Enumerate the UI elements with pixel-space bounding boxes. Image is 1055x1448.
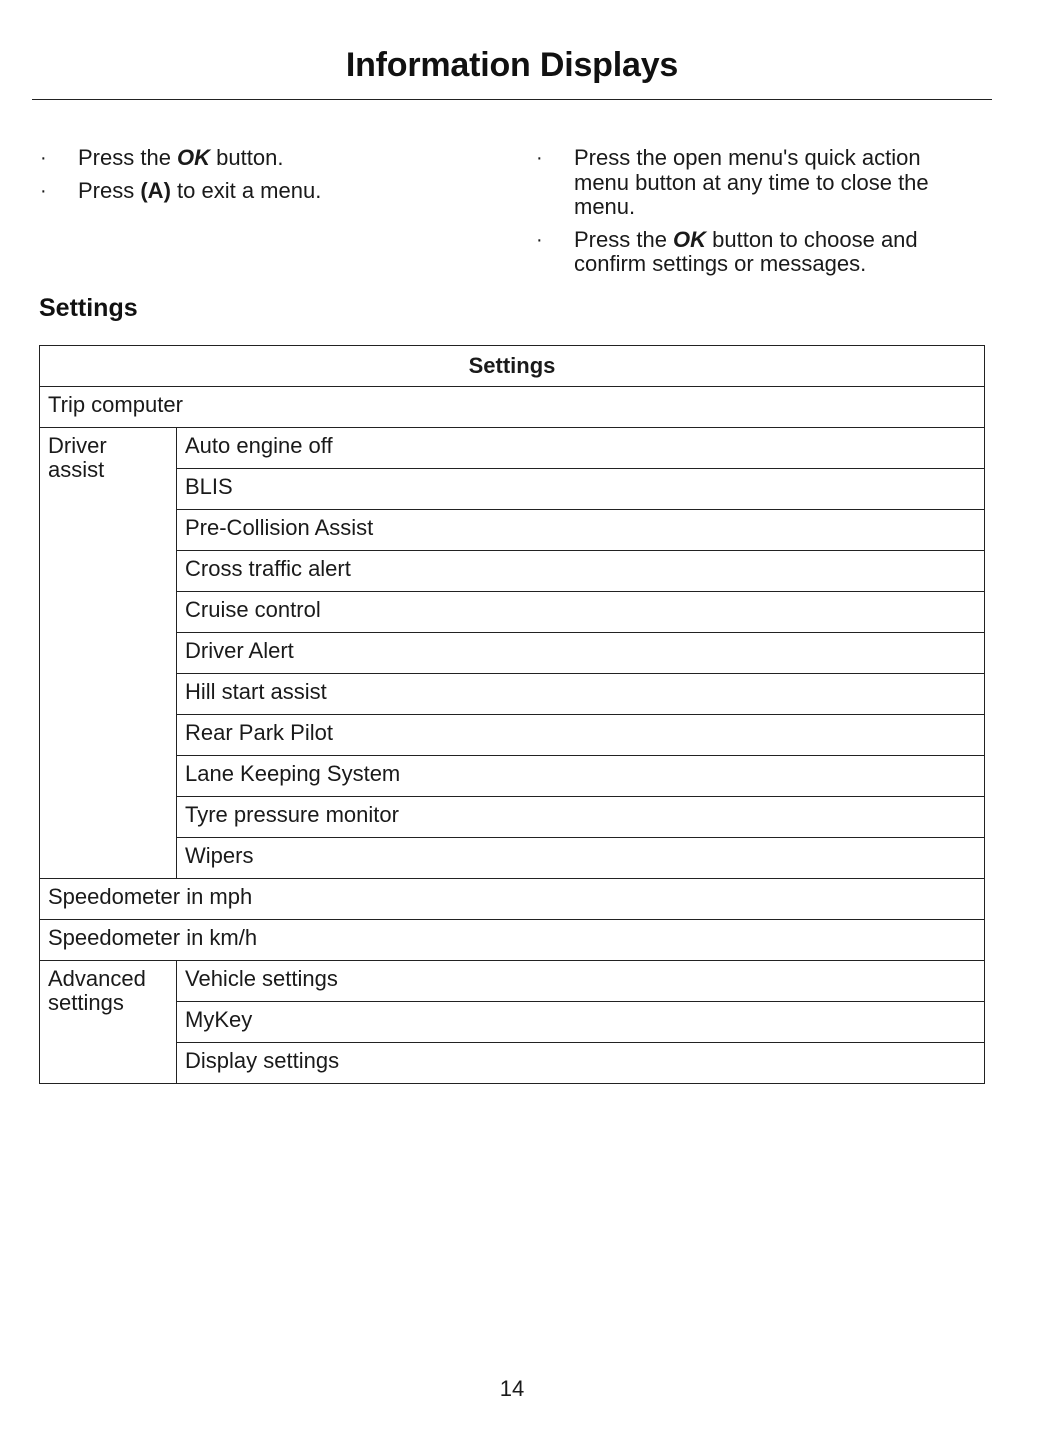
table-row (40, 756, 985, 797)
table-header-row (40, 346, 985, 387)
bullet-text-post: to exit a menu. (170, 177, 322, 203)
table-row (40, 879, 985, 920)
table-cell: BLIS (177, 469, 985, 510)
table-category-driver-assist: Driver assist (40, 428, 177, 879)
table-row (40, 715, 985, 756)
table-cell: Display settings (177, 1043, 985, 1084)
table-cell: MyKey (177, 1002, 985, 1043)
table-cell: Cruise control (177, 592, 985, 633)
bullet-text-post: button to choose and confirm settings or messages. (574, 226, 918, 276)
table-header: Settings (40, 346, 985, 387)
table-row (40, 1043, 985, 1084)
bullet-text-bold: OK (673, 226, 707, 252)
table-cell: Tyre pressure monitor (177, 797, 985, 838)
table-cell: Driver Alert (177, 633, 985, 674)
table-row (40, 674, 985, 715)
bullet-list-right (536, 146, 976, 285)
table-row (40, 510, 985, 551)
table-row (40, 838, 985, 879)
bullet-icon: · (40, 147, 47, 169)
bullet-text-pre: Press the (574, 226, 674, 252)
bullet-icon: · (536, 147, 543, 169)
table-row (40, 1002, 985, 1043)
bullet-text-bold: (A) (140, 177, 171, 203)
table-cell-speedometer-mph: Speedometer in mph (40, 879, 985, 920)
list-item (536, 146, 976, 220)
title-divider (32, 99, 992, 100)
bullet-text-pre: Press (78, 177, 141, 203)
table-cell-trip-computer: Trip computer (40, 387, 985, 428)
table-cell: Auto engine off (177, 428, 985, 469)
bullet-text-pre: Press the (78, 145, 178, 170)
bullet-icon: · (40, 179, 47, 202)
table-row (40, 961, 985, 1002)
list-item (40, 179, 480, 204)
list-item (536, 228, 976, 277)
table-row (40, 551, 985, 592)
table-cell: Cross traffic alert (177, 551, 985, 592)
list-item (40, 146, 480, 171)
bullet-text-post: button. (210, 145, 284, 170)
bullet-icon: · (536, 228, 543, 251)
table-cell: Rear Park Pilot (177, 715, 985, 756)
table-row (40, 428, 985, 469)
table-row (40, 797, 985, 838)
table-cell-speedometer-kmh: Speedometer in km/h (40, 920, 985, 961)
bullet-list-left (40, 146, 480, 211)
table-cell: Hill start assist (177, 674, 985, 715)
table-cell: Wipers (177, 838, 985, 879)
table-row (40, 469, 985, 510)
section-heading: Settings (39, 294, 138, 322)
table-row (40, 592, 985, 633)
table-cell: Vehicle settings (177, 961, 985, 1002)
table-category-advanced-settings: Advanced settings (40, 961, 177, 1084)
table-row (40, 633, 985, 674)
table-cell: Lane Keeping System (177, 756, 985, 797)
page-title: Information Displays (345, 46, 679, 84)
bullet-text-pre: Press the open menu's quick action menu button at any time to close the menu. (574, 145, 929, 219)
settings-table (39, 345, 985, 1084)
page-number: 14 (499, 1376, 525, 1401)
table-row (40, 387, 985, 428)
table-cell: Pre-Collision Assist (177, 510, 985, 551)
bullet-text-bold: OK (177, 145, 211, 170)
table-row (40, 920, 985, 961)
